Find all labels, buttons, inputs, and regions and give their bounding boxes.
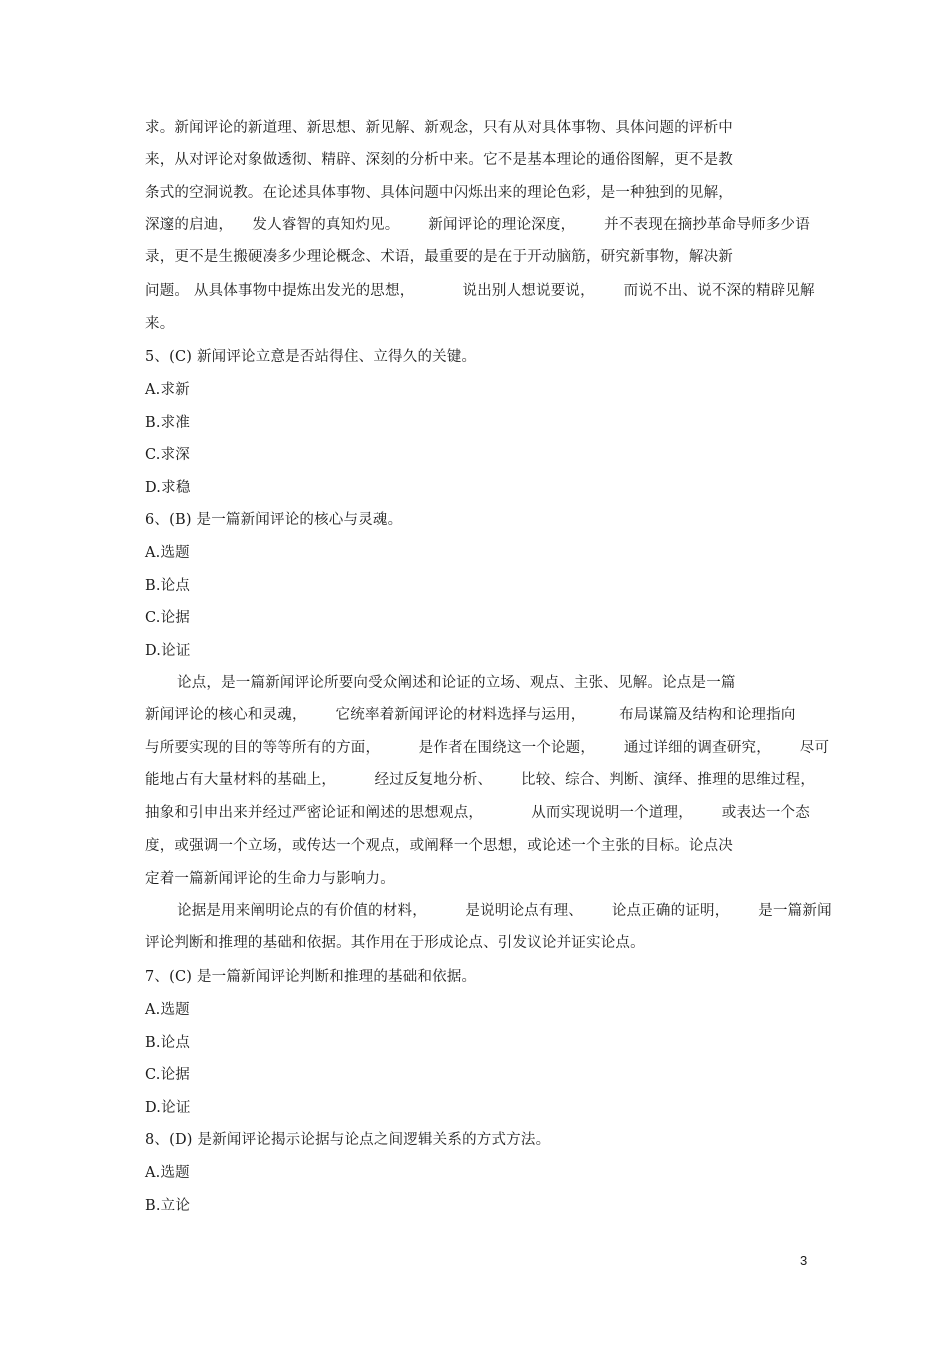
question-option: A.选题 [145,545,190,561]
question-stem: 5、(C) 新闻评论立意是否站得住、立得久的关键。 [145,349,477,365]
question-option: A.选题 [145,1165,190,1181]
question-option: B.求准 [145,415,191,431]
paragraph-line: 论据是用来阐明论点的有价值的材料， 是说明论点有理、 论点正确的证明， 是一篇新闻 [177,903,832,919]
paragraph-line: 定着一篇新闻评论的生命力与影响力。 [145,871,395,887]
page-number: 3 [800,1253,808,1268]
paragraph-line: 度，或强调一个立场，或传达一个观点，或阐释一个思想，或论述一个主张的目标。论点决 [145,838,733,854]
question-stem: 6、(B) 是一篇新闻评论的核心与灵魂。 [145,512,403,528]
question-stem: 7、(C) 是一篇新闻评论判断和推理的基础和依据。 [145,969,477,985]
paragraph-line: 条式的空洞说教。在论述具体事物、具体问题中闪烁出来的理论色彩，是一种独到的见解， [145,185,733,201]
paragraph-line: 来，从对评论对象做透彻、精辟、深刻的分析中来。它不是基本理论的通俗图解，更不是教 [145,152,733,168]
question-option: C.求深 [145,447,190,463]
question-option: C.论据 [145,610,190,626]
question-option: A.选题 [145,1002,190,1018]
paragraph-line: 与所要实现的目的等等所有的方面， 是作者在围绕这一个论题， 通过详细的调查研究， 尽可 [145,740,830,756]
question-option: B.立论 [145,1198,191,1214]
paragraph-line: 抽象和引申出来并经过严密论证和阐述的思想观点， 从而实现说明一个道理， 或表达一个态 [145,805,810,821]
question-option: D.论证 [145,1100,191,1116]
question-stem: 8、(D) 是新闻评论揭示论据与论点之间逻辑关系的方式方法。 [145,1132,551,1148]
question-option: B.论点 [145,1035,191,1051]
question-option: D.论证 [145,643,191,659]
paragraph-line: 录，更不是生搬硬凑多少理论概念、术语，最重要的是在于开动脑筋，研究新事物，解决新 [145,249,733,265]
question-option: A.求新 [145,382,190,398]
paragraph-line: 求。新闻评论的新道理、新思想、新见解、新观念，只有从对具体事物、具体问题的评析中 [145,120,733,136]
question-option: D.求稳 [145,480,191,496]
paragraph-line: 评论判断和推理的基础和依据。其作用在于形成论点、引发议论并证实论点。 [145,935,645,951]
question-option: C.论据 [145,1067,190,1083]
paragraph-line: 论点，是一篇新闻评论所要向受众阐述和论证的立场、观点、主张、见解。论点是一篇 [177,675,736,691]
paragraph-line: 深邃的启迪， 发人睿智的真知灼见。 新闻评论的理论深度， 并不表现在摘抄革命导师多少语 [145,217,810,233]
paragraph-line: 能地占有大量材料的基础上， 经过反复地分析、 比较、综合、判断、演绎、推理的思维过程， [145,772,816,788]
question-option: B.论点 [145,578,191,594]
paragraph-line: 来。 [145,316,175,332]
paragraph-line: 新闻评论的核心和灵魂， 它统率着新闻评论的材料选择与运用， 布局谋篇及结构和论理指向 [145,707,796,723]
paragraph-line: 问题。 从具体事物中提炼出发光的思想， 说出别人想说要说， 而说不出、说不深的精辟见解 [145,283,815,299]
